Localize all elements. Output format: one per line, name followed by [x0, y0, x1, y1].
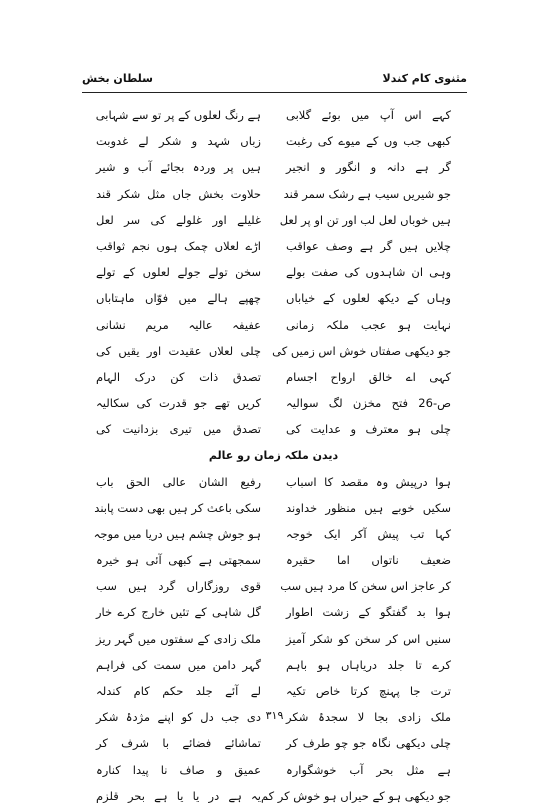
misra-second: سکی باعث کر ہیں بھی دست پابند — [94, 500, 261, 515]
couplet — [93, 521, 451, 547]
misra-second: سخن تولے جولے لعلوں کے تولے — [96, 265, 261, 280]
misra-second: رفیع الشان عالی الحق باب — [96, 474, 261, 489]
misra-first: ہے مثل بحر آب خوشگوارہ — [286, 762, 451, 777]
misra-first: گر ہے دانہ و انگور و انجیر — [286, 160, 451, 175]
misra-first: نہایت ہو عجب ملکہ زمانی — [286, 317, 451, 332]
couplet — [96, 678, 451, 704]
couplet — [96, 181, 451, 207]
couplet — [96, 626, 451, 652]
couplet — [96, 468, 451, 494]
misra-second: ملک زادی کے سفتوں میں گہر ریز — [96, 631, 261, 646]
couplet — [96, 730, 451, 756]
misra-second: عمیق و صاف نا پیدا کنارہ — [96, 762, 261, 777]
header-rule — [82, 92, 467, 93]
misra-second: قوی روزگاراں گرد ہیں سب — [96, 579, 261, 594]
couplet — [96, 128, 451, 154]
couplet — [96, 757, 451, 783]
couplet — [96, 495, 451, 521]
verse-block — [93, 102, 451, 809]
couplet — [96, 364, 451, 390]
misra-first: وہاں کے دیکھ لعلوں کے خیاباں — [286, 291, 451, 306]
misra-second: سمجھتی ہے کبھی آئی ہو خیرہ — [96, 553, 261, 568]
misra-second: چلی لعلاں عقیدت اور یقیں کی — [96, 343, 261, 358]
verse-section-1 — [96, 102, 451, 442]
misra-second: ہیں پر وردہ بجائے آب و شیر — [96, 160, 261, 175]
misra-second: چھپے ہالے میں فوّاں ماہتاباں — [96, 291, 261, 306]
couplet — [96, 547, 451, 573]
misra-first: کر عاجز اس سخن کا مرد ہیں سب — [280, 579, 451, 594]
misra-second: اڑے لعلاں چمک ہوں نجم ثواقب — [96, 239, 261, 254]
couplet — [96, 312, 451, 338]
misra-second: ہو جوش چشم ہیں دریا میں موجہ — [93, 526, 261, 541]
misra-first: سکیں خوبے ہیں منظور خداوند — [286, 500, 451, 515]
couplet — [96, 416, 451, 442]
misra-first: جو شیریں سیب ہے رشک سمر قند — [283, 186, 451, 201]
misra-first: کہی اے خالق ارواح اجسام — [286, 369, 451, 384]
page-number: ۳۱۹ — [265, 709, 284, 722]
running-author: سلطان بخش — [82, 72, 153, 85]
misra-first: چلی دیکھی نگاہ جو چو طرف کر — [286, 736, 451, 751]
misra-second: یہ ہے در یا یا ہے بحر قلزم — [96, 788, 261, 803]
misra-first: سنیں اس کر سخن کو شکر آمیز — [286, 631, 451, 646]
misra-first: ہوا بد گفتگو کے زشت اطوار — [286, 605, 451, 620]
misra-second: حلاوت بخش جاں مثل شکر قند — [96, 186, 261, 201]
misra-second: گہر دامن میں سمت کی فراہم — [96, 657, 261, 672]
misra-second: تصدق ذات کن درک الہام — [96, 369, 261, 384]
couplet — [96, 599, 451, 625]
couplet — [96, 154, 451, 180]
couplet — [96, 652, 451, 678]
misra-first: ص-26 فتح مخزن لگ سوالیہ — [286, 396, 451, 411]
misra-second: عفیفہ عالیہ مریم نشانی — [96, 317, 261, 332]
misra-second: تماشائے فضائے با شرف کر — [96, 736, 261, 751]
misra-second: زباں شہد و شکر لے غدوبت — [96, 134, 261, 149]
misra-first: چلی ہو معترف و عدایت کی — [286, 422, 451, 437]
section-heading-row — [96, 442, 451, 468]
couplet — [96, 233, 451, 259]
running-title: مثنوی کام کندلا — [382, 72, 467, 85]
couplet — [96, 338, 451, 364]
misra-first: ہوا درپیش وہ مقصد کا اسباب — [286, 474, 451, 489]
misra-first: کہا تب پیش آکر ایک خوجہ — [286, 526, 451, 541]
couplet — [96, 259, 451, 285]
misra-second: گل شاہی کے تئیں خارج کرے خار — [96, 605, 261, 620]
misra-second: دی جب دل کو اپنے مژدۂ شکر — [96, 710, 261, 725]
misra-first: ملک زادی بجا لا سجدۂ شکر — [286, 710, 451, 725]
misra-first: کرے تا جلد دریاہاں ہو باہم — [286, 657, 451, 672]
misra-second: کریں تھے جو قدرت کی سکالیہ — [96, 396, 261, 411]
couplet — [96, 390, 451, 416]
couplet — [96, 102, 451, 128]
misra-first: ترت جا پہنچ کرتا خاص تکیہ — [286, 684, 451, 699]
misra-first: چلایں ہیں گر ہے وصف عواقب — [286, 239, 451, 254]
misra-second: لے آئے جلد حکم کام کندلہ — [96, 684, 261, 699]
misra-first: جو دیکھی ہو کے حیراں ہو خوش کر کم — [260, 788, 451, 803]
misra-first: جو دیکھی صفتاں خوش اس زمیں کی — [272, 343, 451, 358]
couplet — [96, 783, 451, 809]
misra-second: تصدق میں تیری بزدانیت کی — [96, 422, 261, 437]
couplet — [96, 573, 451, 599]
misra-second: ہے رنگ لعلوں کے پر تو سے شہابی — [95, 108, 261, 123]
misra-first: وہی ان شاہدوں کی صفت بولے — [286, 265, 451, 280]
verse-section-2 — [93, 468, 451, 808]
misra-first: کہے اس آپ میں بوئے گلابی — [286, 108, 451, 123]
couplet — [96, 285, 451, 311]
misra-second: غلیلے اور غلولے کی سر لعل — [96, 212, 261, 227]
misra-first: ہیں خوباں لعل لب اور تن او پر لعل — [279, 212, 451, 227]
misra-first: کبھی جب وں کے میوے کی رغبت — [286, 134, 451, 149]
section-heading: دیدن ملکہ زمان رو عالم — [208, 448, 339, 462]
couplet — [96, 207, 451, 233]
misra-first: ضعیف ناتواں اما حقیرہ — [286, 553, 451, 568]
